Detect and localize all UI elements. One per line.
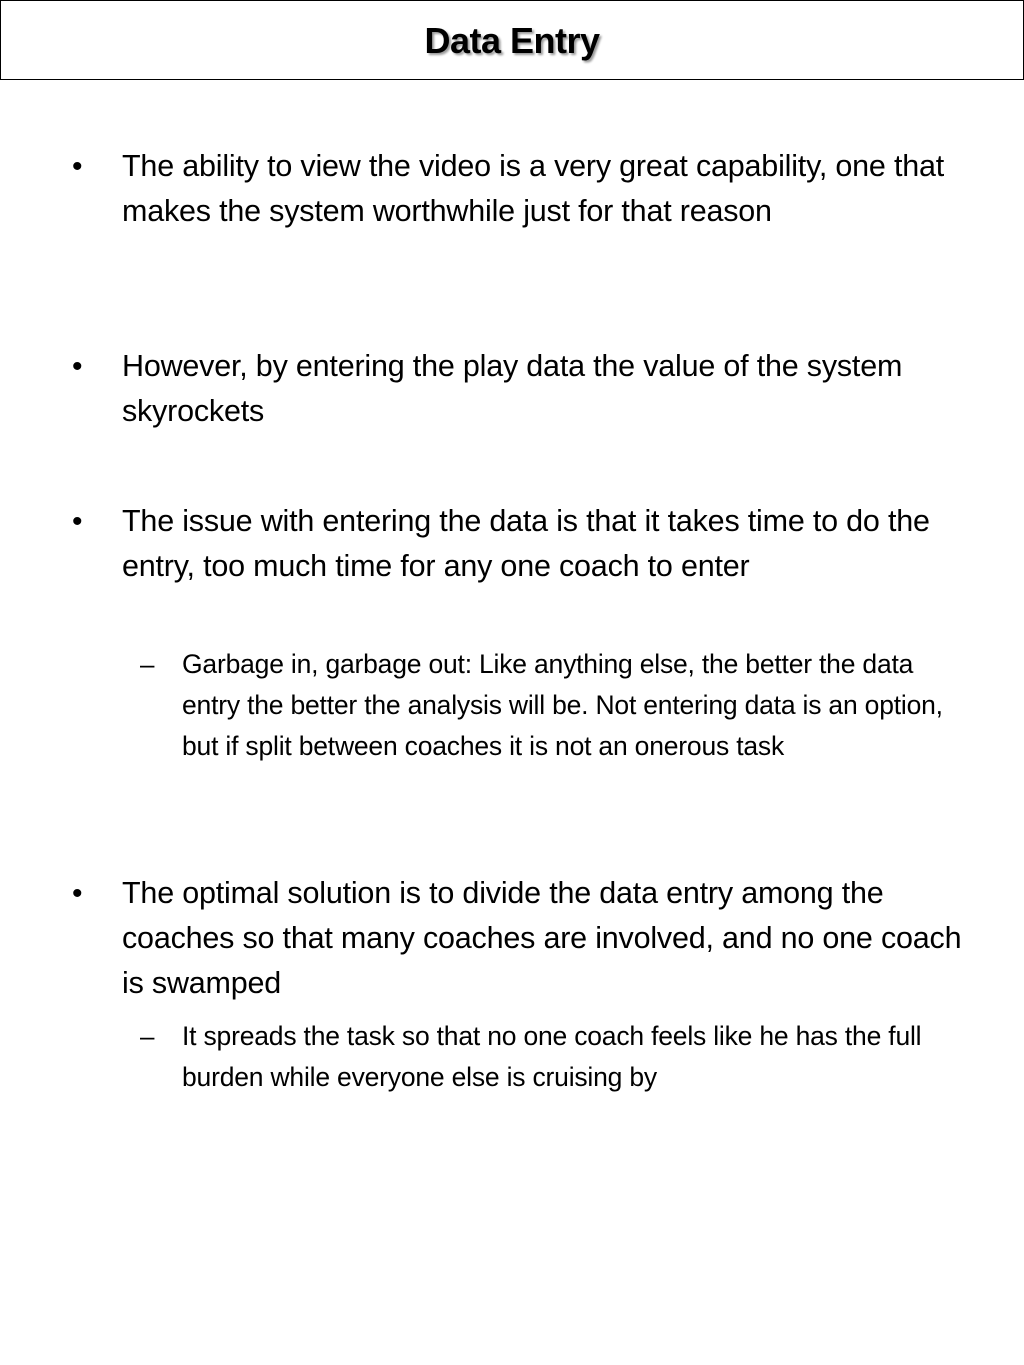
- bullet-text: However, by entering the play data the value of the system skyrockets: [122, 349, 903, 428]
- bullet-text: The issue with entering the data is that it takes time to do the entry, too much time for any one coach to enter: [122, 504, 930, 583]
- slide-title: Data Entry: [424, 20, 600, 61]
- bullet-text: The ability to view the video is a very great capability, one that makes the system worthwhile just for that reason: [122, 149, 945, 228]
- sub-bullet-text: Garbage in, garbage out: Like anything else, the better the data entry the better the analysis will be. Not entering data is an option, but if split between coaches it is not an onerous task: [182, 649, 943, 761]
- title-bar: [0, 0, 1024, 80]
- sub-bullet-text: It spreads the task so that no one coach feels like he has the full burden while everyone else is cruising by: [182, 1021, 922, 1092]
- bullet-marker: •: [72, 150, 83, 183]
- bullet-marker: •: [72, 505, 83, 538]
- sub-bullet-marker: –: [140, 1021, 155, 1051]
- bullet-marker: •: [72, 877, 83, 910]
- bullet-text: The optimal solution is to divide the data entry among the coaches so that many coaches are involved, and no one coach is swamped: [122, 876, 962, 1000]
- bullet-marker: •: [72, 350, 83, 383]
- sub-bullet-marker: –: [140, 649, 155, 679]
